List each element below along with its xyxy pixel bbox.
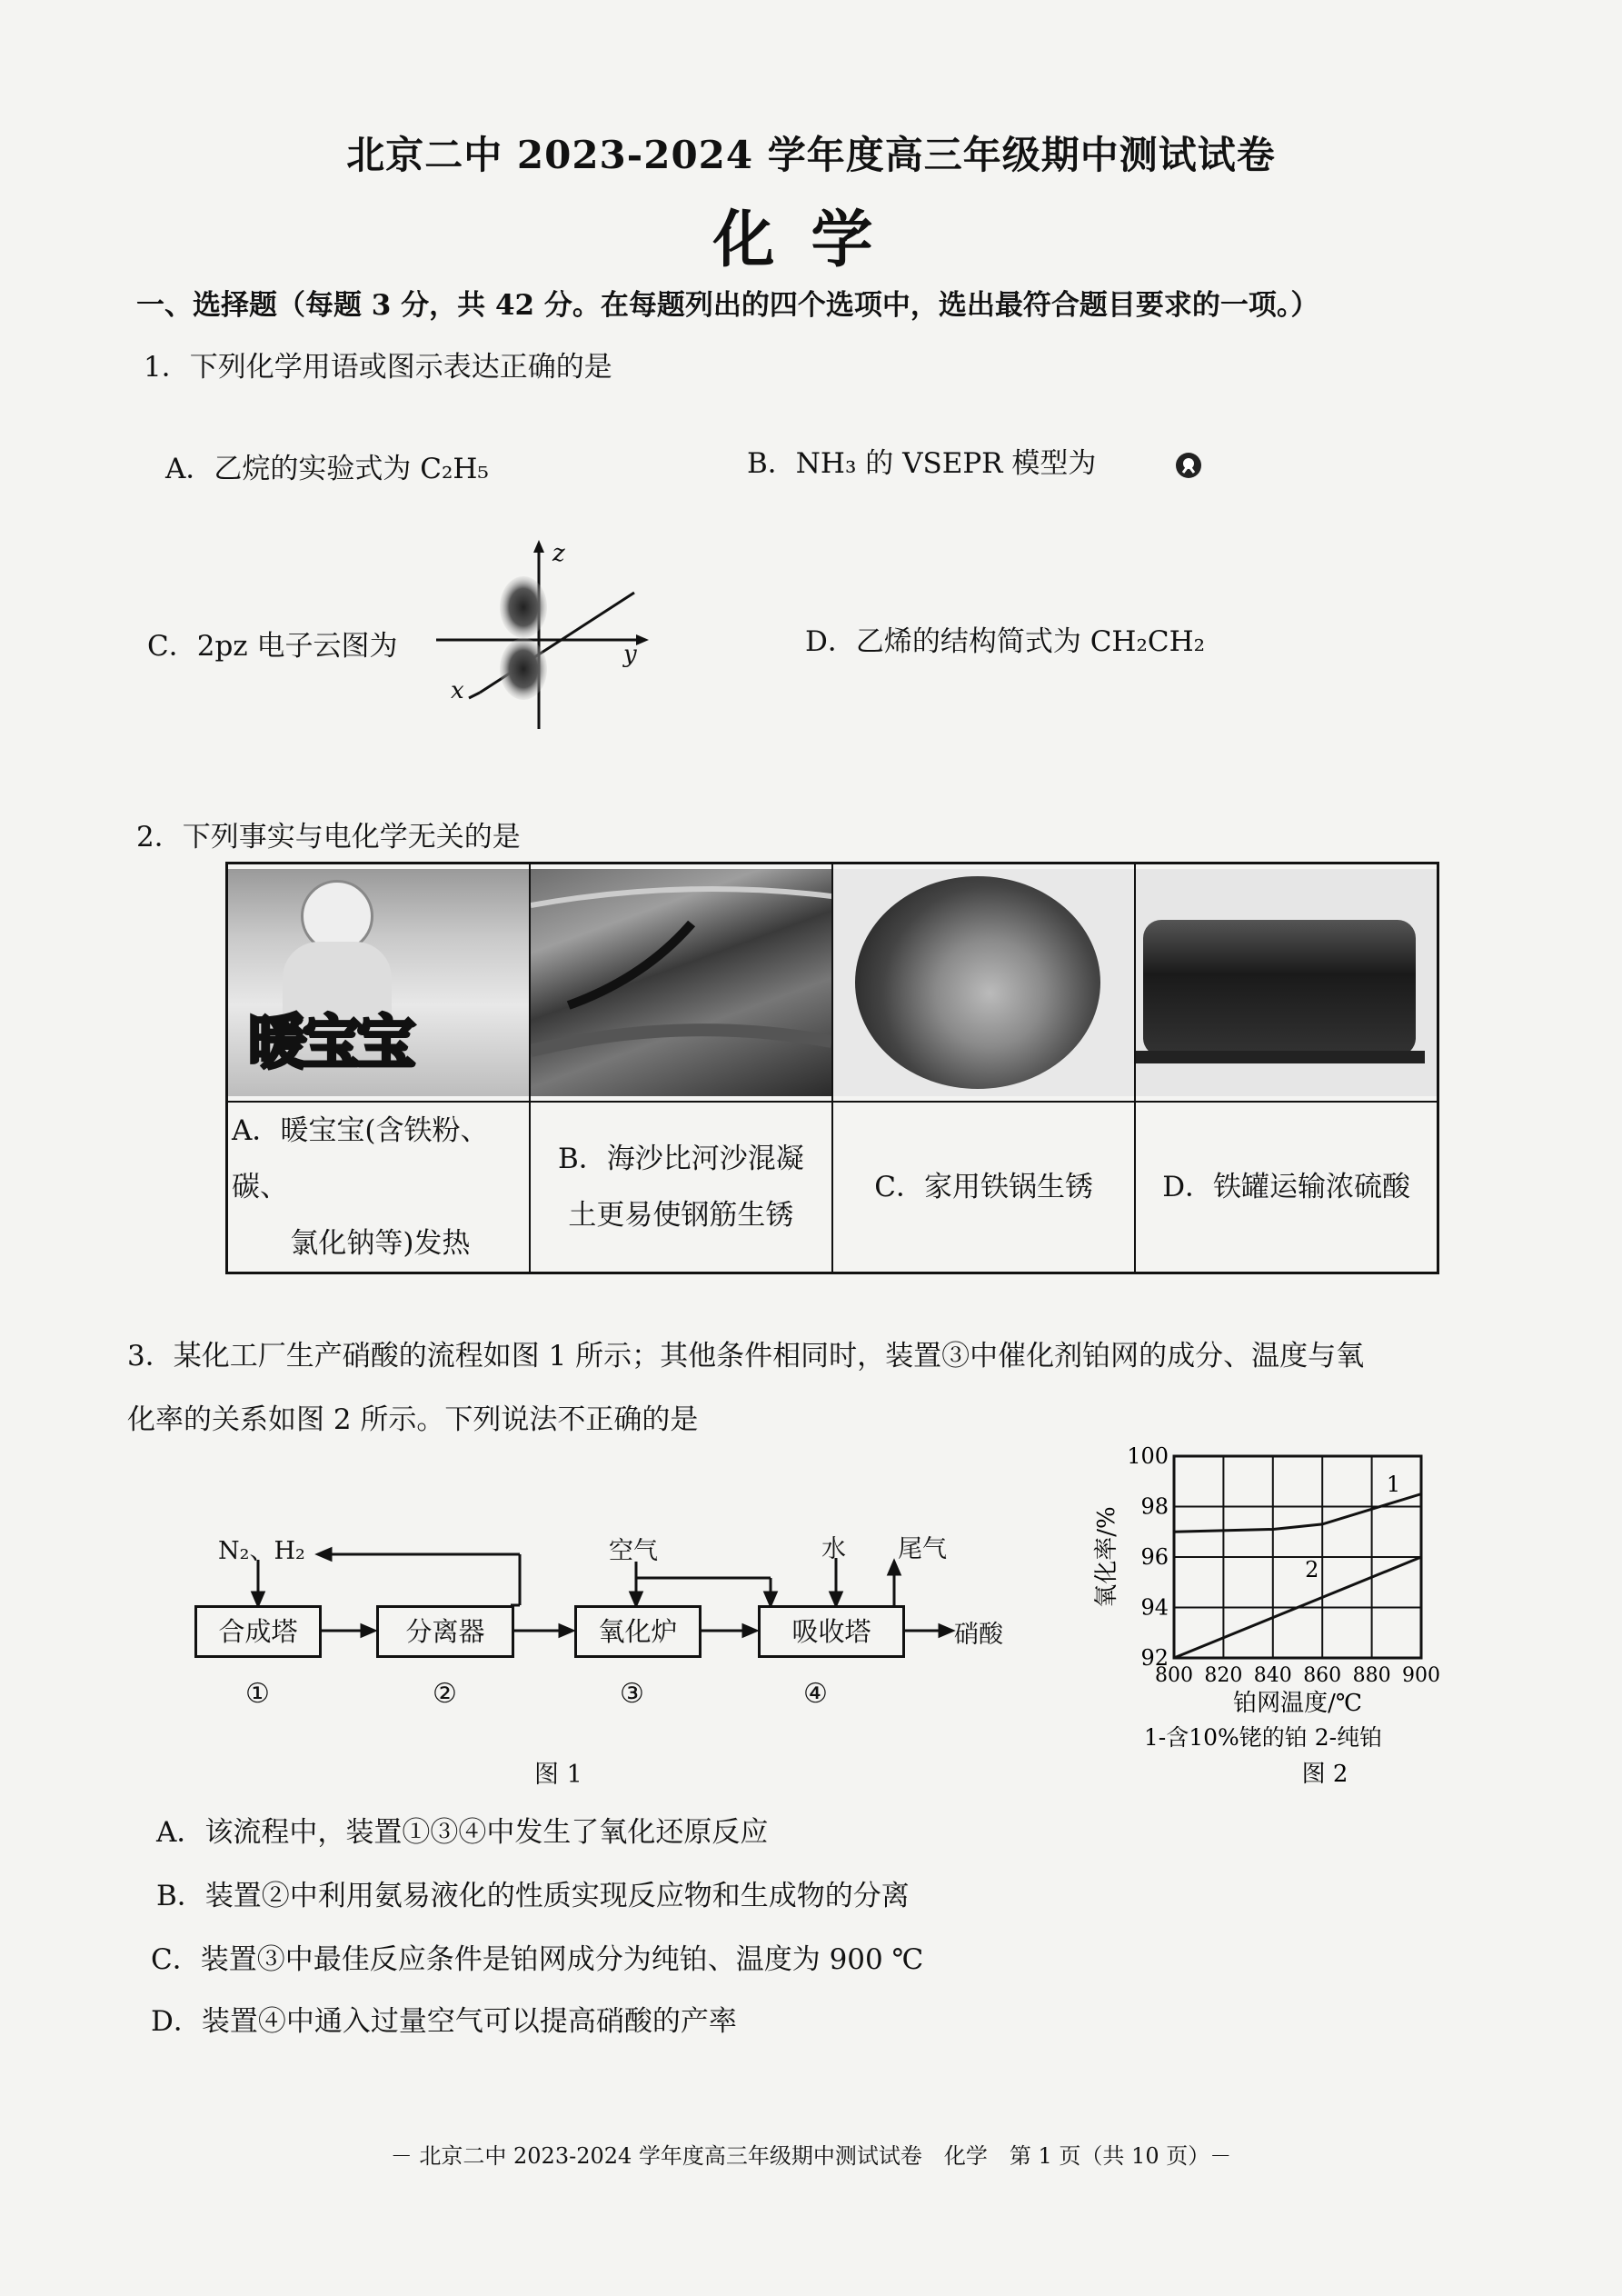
- q1-option-d[interactable]: D．乙烯的结构简式为 CH₂CH₂: [805, 625, 1206, 658]
- section-heading: 一、选择题（每题 3 分，共 42 分。在每题列出的四个选项中，选出最符合题目要求的一项。）: [136, 289, 1319, 322]
- flow-num-1: ①: [245, 1678, 270, 1710]
- q2-option-a-line1: A．暖宝宝(含铁粉、碳、: [232, 1113, 489, 1203]
- x-axis-label: 铂网温度/℃: [1233, 1690, 1362, 1717]
- q2-stem: 2．下列事实与电化学无关的是: [136, 821, 521, 854]
- hand-warmer-brand: 暖宝宝: [248, 1009, 412, 1077]
- q2-pic-a-cell: [227, 863, 530, 1102]
- y-tick-label: 100: [1127, 1445, 1169, 1469]
- x-tick-label: 860: [1303, 1664, 1342, 1687]
- q2-option-c[interactable]: [832, 1102, 1135, 1273]
- q2-pic-c-cell: [832, 863, 1135, 1102]
- output-tail-gas: 尾气: [898, 1535, 947, 1563]
- axis-z-label: z: [552, 540, 565, 567]
- q3-option-a[interactable]: A．该流程中，装置①③④中发生了氧化还原反应: [156, 1816, 769, 1849]
- q1-option-b[interactable]: B．NH₃ 的 VSEPR 模型为: [747, 447, 1097, 480]
- x-tick-label: 880: [1352, 1664, 1391, 1687]
- q2-option-d-label: D．铁罐运输浓硫酸: [1162, 1170, 1411, 1203]
- input-water: 水: [821, 1535, 846, 1563]
- chart-svg: [1072, 1445, 1454, 1809]
- iron-wok-image: [833, 869, 1134, 1096]
- p-orbital-figure: [434, 538, 652, 734]
- series-label-2: 2: [1305, 1557, 1319, 1583]
- y-tick-label: 92: [1140, 1645, 1169, 1671]
- flow-box-separator: 分离器: [376, 1605, 514, 1658]
- flow-box-absorption-tower: 吸收塔: [758, 1605, 905, 1658]
- q2-pic-d-cell: [1135, 863, 1438, 1102]
- process-flow-diagram: [182, 1527, 1027, 1754]
- output-nitric-acid: 硝酸: [954, 1621, 1003, 1649]
- axis-y-label: y: [623, 641, 637, 668]
- q2-option-a[interactable]: [227, 1102, 530, 1273]
- figure-2-caption: 图 2: [1301, 1761, 1348, 1788]
- q3-option-d[interactable]: D．装置④中通入过量空气可以提高硝酸的产率: [151, 2005, 737, 2038]
- q2-option-c-label: C．家用铁锅生锈: [874, 1170, 1093, 1203]
- q2-option-b[interactable]: [530, 1102, 832, 1273]
- q2-option-d[interactable]: [1135, 1102, 1438, 1273]
- subject-title: 化学: [712, 204, 910, 276]
- flow-num-2: ②: [433, 1678, 457, 1710]
- y-tick-label: 98: [1140, 1493, 1169, 1520]
- vsepr-model-icon: [1172, 449, 1205, 482]
- q2-option-a-line2: 氯化钠等)发热: [290, 1226, 471, 1260]
- figure-1-caption: 图 1: [534, 1761, 582, 1789]
- flow-box-oxidation-furnace: 氧化炉: [574, 1605, 702, 1658]
- flow-box-synthesis-tower: 合成塔: [194, 1605, 322, 1658]
- x-tick-label: 900: [1402, 1664, 1440, 1687]
- q1-option-a[interactable]: A．乙烷的实验式为 C₂H₅: [165, 453, 489, 485]
- y-tick-label: 94: [1140, 1594, 1169, 1621]
- exam-title: 北京二中 2023-2024 学年度高三年级期中测试试卷: [346, 133, 1276, 177]
- beach-concrete-image: [531, 869, 831, 1096]
- y-tick-label: 96: [1140, 1544, 1169, 1570]
- q3-stem-line2: 化率的关系如图 2 所示。下列说法不正确的是: [127, 1403, 699, 1436]
- hand-warmer-image: [228, 869, 529, 1096]
- q2-options-table: [225, 862, 1439, 1274]
- input-air: 空气: [609, 1537, 658, 1565]
- q3-option-b[interactable]: B．装置②中利用氨易液化的性质实现反应物和生成物的分离: [156, 1880, 910, 1912]
- x-tick-label: 840: [1253, 1664, 1292, 1687]
- y-axis-label: 氧化率/%: [1093, 1506, 1120, 1608]
- input-n2-h2: N₂、H₂: [218, 1537, 305, 1565]
- q1-option-c[interactable]: C．2pz 电子云图为: [147, 630, 398, 663]
- tank-car-image: [1136, 869, 1437, 1096]
- flow-num-4: ④: [803, 1678, 828, 1710]
- chart-legend: 1-含10%铑的铂 2-纯铂: [1143, 1724, 1383, 1751]
- oxidation-rate-chart: [1072, 1445, 1454, 1809]
- q3-stem-line1: 3．某化工厂生产硝酸的流程如图 1 所示；其他条件相同时，装置③中催化剂铂网的成分、温度与氧: [127, 1340, 1365, 1373]
- x-tick-label: 820: [1204, 1664, 1243, 1687]
- q2-option-b-line2: 土更易使钢筋生锈: [568, 1198, 794, 1232]
- q3-option-c[interactable]: C．装置③中最佳反应条件是铂网成分为纯铂、温度为 900 ℃: [151, 1943, 924, 1976]
- q1-stem: 1．下列化学用语或图示表达正确的是: [144, 351, 612, 384]
- q2-pic-b-cell: [530, 863, 832, 1102]
- axis-x-label: x: [451, 677, 464, 704]
- q2-option-b-line1: B．海沙比河沙混凝: [557, 1142, 804, 1175]
- x-tick-label: 800: [1155, 1664, 1193, 1687]
- series-line-1: [1174, 1494, 1421, 1532]
- page-footer: － 北京二中 2023-2024 学年度高三年级期中测试试卷 化学 第 1 页（共 10 页）－: [390, 2143, 1232, 2169]
- series-label-1: 1: [1386, 1471, 1401, 1497]
- flow-num-3: ③: [620, 1678, 644, 1710]
